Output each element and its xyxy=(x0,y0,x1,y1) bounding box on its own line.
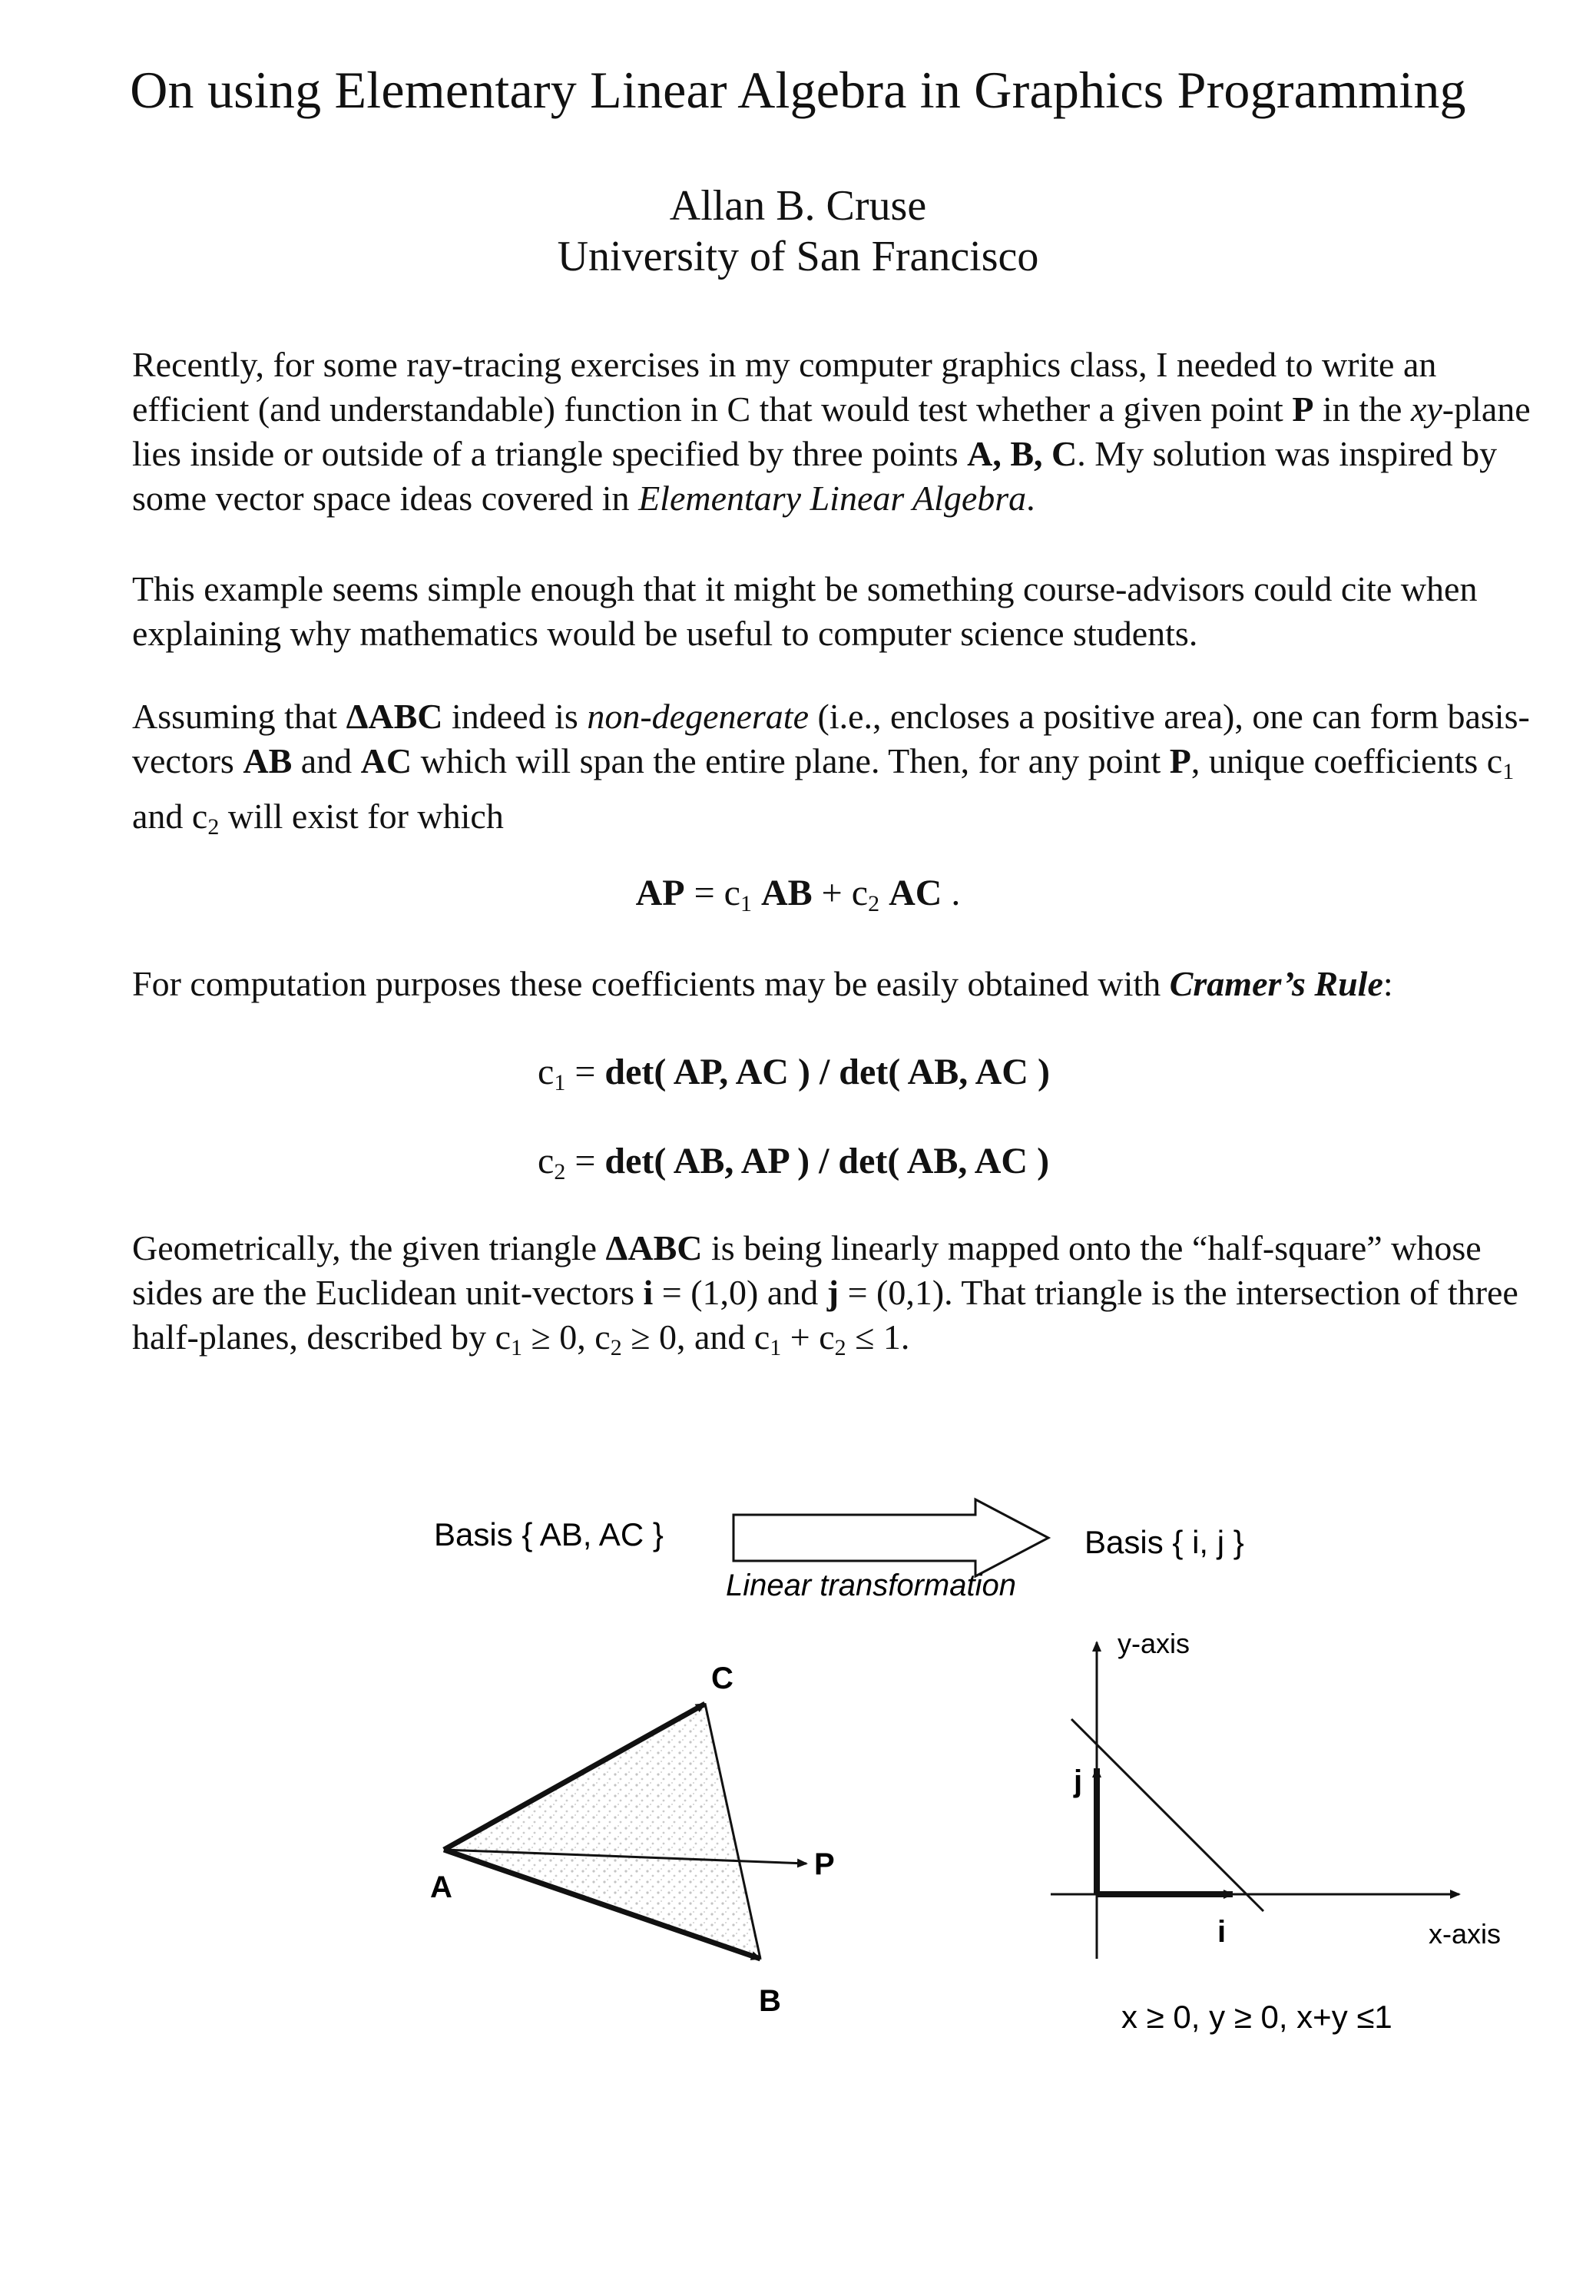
transformation-arrow xyxy=(733,1499,1048,1576)
paragraph-5: Geometrically, the given triangle ΔABC is being linearly mapped onto the “half-square” whose sides are the Euclidean unit-vectors i = (1,0) and j = (0,1). That triangle is the intersection of three half-planes, described by $c_1 \ge 0$, $c_2 \ge 0$, and $c_1 + c_2 \le 1$. xyxy=(132,1228,1518,1360)
equation-ap: AP = $c_1$ AB + $c_2$ AC . xyxy=(635,873,961,916)
author-name: Allan B. Cruse xyxy=(669,182,927,230)
y-axis-label: y-axis xyxy=(1118,1628,1190,1659)
constraint-label: x ≥ 0, y ≥ 0, x+y ≤1 xyxy=(1121,1999,1392,2035)
arrow-caption: Linear transformation xyxy=(726,1569,1016,1602)
basis-left-label: Basis { AB, AC } xyxy=(434,1516,664,1552)
equation-c2: $c_2 = \det$( AB, AP ) / det( AB, AC ) xyxy=(538,1141,1050,1184)
label-p: P xyxy=(814,1847,835,1881)
label-a: A xyxy=(430,1870,452,1904)
figure-diagram xyxy=(0,1459,1596,2074)
paragraph-1: Recently, for some ray-tracing exercises in my computer graphics class, I needed to write an efficient (and understandable) function in C that would test whether a given point P in the xy-plane lies inside or outside of a triangle specified by three points A, B, C. My solution was inspired by some vector space ideas covered in Elementary Linear Algebra. xyxy=(132,345,1531,518)
label-j: j xyxy=(1074,1764,1083,1798)
label-b: B xyxy=(759,1984,781,2018)
line-x-plus-y-equals-1 xyxy=(1071,1719,1263,1911)
paragraph-4: For computation purposes these coefficients may be easily obtained with Cramer’s Rule: xyxy=(132,964,1393,1003)
label-c: C xyxy=(711,1662,733,1695)
page-title: On using Elementary Linear Algebra in Graphics Programming xyxy=(130,61,1466,119)
label-i: i xyxy=(1217,1915,1227,1949)
paragraph-2: This example seems simple enough that it might be something course-advisors could cite when explaining why mathematics would be useful to computer science students. xyxy=(132,569,1478,653)
basis-right-label: Basis { i, j } xyxy=(1084,1524,1244,1560)
paragraph-3: Assuming that ΔABC indeed is non-degenerate (i.e., encloses a positive area), one can form basis-vectors AB and AC which will span the entire plane. Then, for any point P, unique coefficients $c_1$ and $c_2$ will exist for which xyxy=(132,697,1530,840)
author-block xyxy=(0,181,1596,282)
x-axis-label: x-axis xyxy=(1429,1918,1502,1950)
author-affiliation: University of San Francisco xyxy=(557,233,1039,280)
equation-c1: $c_1 = \det$( AP, AC ) / det( AB, AC ) xyxy=(538,1052,1050,1095)
